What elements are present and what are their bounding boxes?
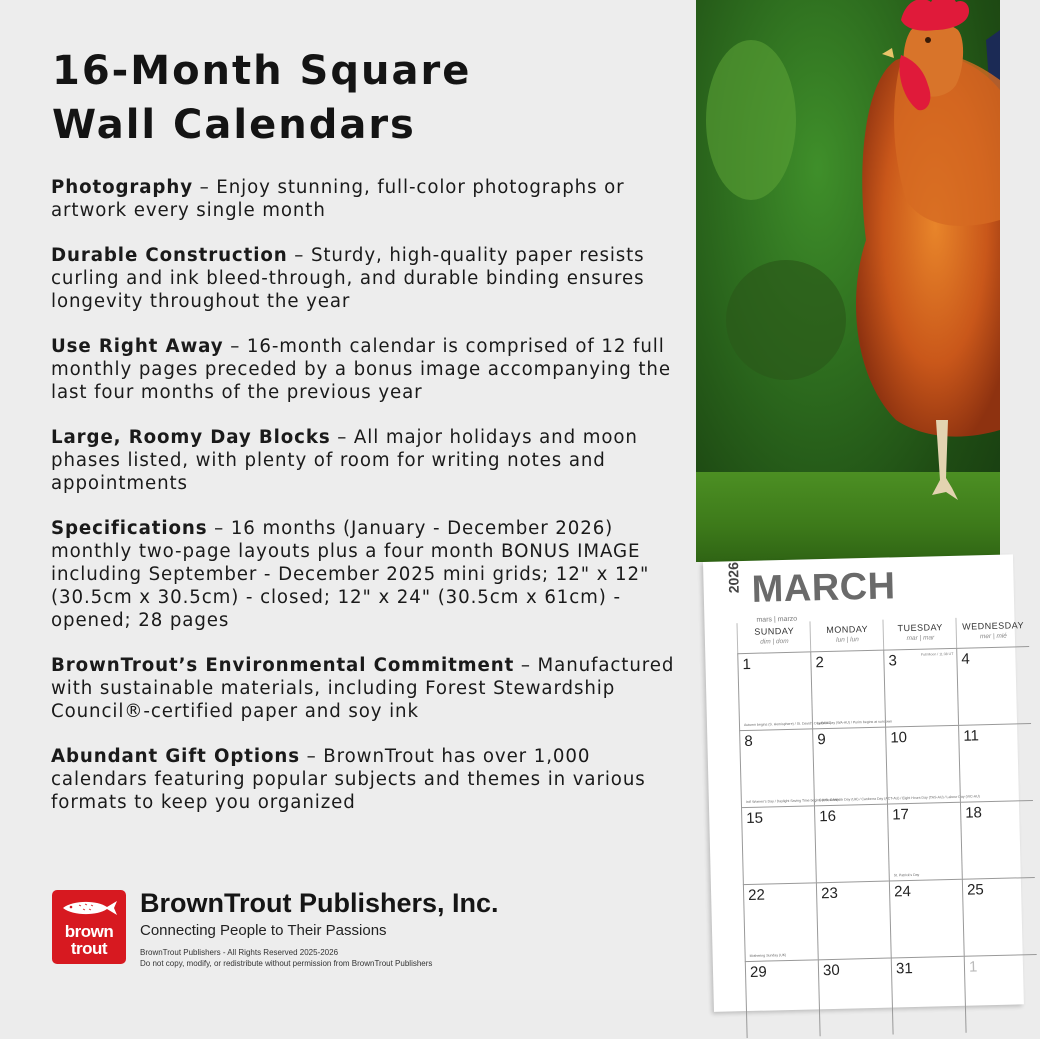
feature-text: – Manufactured with sustainable materials, including Forest Stewardship Council®-certified paper and soy ink <box>51 655 675 722</box>
weekday-name: MONDAY <box>826 623 869 636</box>
feature-specifications <box>51 517 681 632</box>
day-number: 11 <box>963 727 980 745</box>
day-number: 17 <box>892 806 910 824</box>
day-number: 15 <box>746 809 764 828</box>
feature-environmental <box>51 654 681 723</box>
legal-line-1: BrownTrout Publishers - All Rights Reserved 2025-2026 <box>140 948 339 957</box>
day-note: Mothering Sunday (UK) <box>749 952 787 958</box>
browntrout-logo <box>52 890 126 964</box>
day-cell <box>810 650 893 729</box>
day-number: 16 <box>819 807 837 826</box>
publisher-name: BrownTrout Publishers, Inc. <box>140 888 499 918</box>
day-cell <box>816 881 891 960</box>
day-number: 8 <box>744 732 753 751</box>
feature-heading: Photography <box>51 177 193 198</box>
day-cell <box>883 648 958 727</box>
day-note: Labour Day (WA-AU) / Purim begins at sundown <box>816 718 893 725</box>
weekday-tuesday <box>882 618 957 650</box>
feature-heading: BrownTrout’s Environmental Commitment <box>51 655 515 676</box>
day-cell <box>818 958 893 1037</box>
weekday-monday <box>809 620 884 652</box>
title-line-1: 16-Month Square <box>52 48 472 94</box>
feature-text: – BrownTrout has over 1,000 calendars featuring popular subjects and themes in various formats to keep you organized <box>51 746 646 813</box>
feature-heading: Large, Roomy Day Blocks <box>51 427 331 448</box>
feature-heading: Specifications <box>51 518 208 539</box>
day-cell <box>814 804 889 883</box>
day-cell <box>739 728 839 807</box>
day-note: Int'l Women's Day / Daylight Saving Time begins (US, CAN) <box>745 797 839 804</box>
calendar-month: MARCH <box>751 565 897 611</box>
day-cell <box>891 956 966 1035</box>
day-cell <box>956 646 1031 725</box>
day-number: 22 <box>747 886 766 904</box>
legal-line-2: Do not copy, modify, or redistribute without permission from BrownTrout Publishers <box>140 959 433 968</box>
rooster-photo <box>696 0 1000 562</box>
logo-text-trout: trout <box>70 939 108 958</box>
feature-text: – 16 months (January - December 2026) monthly two-page layouts plus a four month BONUS IMAGE including September - December 2025 mini grids; 12" x 12" (30.5cm x 30.5cm) - closed; 12" x 24" (30.5cm x 61cm) - opened; 28 pages <box>51 518 650 631</box>
day-cell <box>741 805 816 884</box>
feature-list <box>51 176 681 836</box>
feature-text: – Enjoy stunning, full-color photographs or artwork every single month <box>51 177 625 221</box>
day-number: 4 <box>961 650 971 668</box>
day-number: 3 <box>888 652 898 670</box>
calendar-year: 2026 <box>725 561 742 594</box>
day-number: 23 <box>820 884 839 903</box>
day-note: St. Patrick's Day <box>893 872 920 877</box>
weekday-name: WEDNESDAY <box>962 620 1025 632</box>
feature-durable-construction <box>51 244 681 313</box>
calendar-month-translations: mars | marzo <box>756 615 798 624</box>
publisher-block <box>52 888 682 988</box>
feature-text: – All major holidays and moon phases listed, with plenty of room for writing notes and appointments <box>51 427 638 494</box>
weekday-name: SUNDAY <box>754 625 795 637</box>
day-number: 2 <box>815 654 825 672</box>
day-number: 9 <box>817 731 826 749</box>
moon-phase: Full Moon / 11:38 UT <box>920 651 954 657</box>
feature-photography <box>51 176 681 222</box>
weekday-abbrev: mar | mar <box>906 634 935 643</box>
trout-icon <box>59 897 119 919</box>
calendar-grid <box>737 646 1038 1013</box>
day-number: 30 <box>822 961 840 980</box>
day-number: 1 <box>742 655 752 674</box>
day-number: 1 <box>968 958 978 976</box>
day-number: 10 <box>890 729 908 747</box>
day-cell <box>743 882 818 961</box>
day-number: 31 <box>895 960 913 978</box>
day-number: 29 <box>749 963 767 981</box>
feature-text: – 16-month calendar is comprised of 12 full monthly pages preceded by a bonus image accompanying the last four months of the previous year <box>51 336 671 403</box>
title-line-2: Wall Calendars <box>52 102 416 148</box>
legal-notice <box>140 947 432 969</box>
weekday-name: TUESDAY <box>897 622 943 634</box>
weekday-abbrev: mer | mié <box>979 632 1007 641</box>
day-number: 24 <box>893 883 912 901</box>
feature-use-right-away <box>51 335 681 404</box>
day-number: 25 <box>966 881 984 899</box>
day-cell <box>964 954 1039 1033</box>
day-cell <box>887 802 962 881</box>
feature-text: – Sturdy, high-quality paper resists curling and ink bleed-through, and durable binding ensures longevity throughout the year <box>51 245 645 312</box>
day-cell <box>885 725 960 804</box>
rooster-illustration <box>696 0 1000 562</box>
feature-day-blocks <box>51 426 681 495</box>
feature-heading: Durable Construction <box>51 245 288 266</box>
feature-heading: Abundant Gift Options <box>51 746 300 767</box>
day-cell <box>958 723 1033 802</box>
feature-gift-options <box>51 745 681 814</box>
weekday-sunday <box>737 621 812 653</box>
day-cell <box>745 959 820 1038</box>
logo-text-brown: brown <box>64 922 114 941</box>
weekday-wednesday <box>955 616 1030 648</box>
day-note: Autumn begins (S. Hemisphere) / St. David's Day (WAL) <box>743 720 832 727</box>
publisher-tagline: Connecting People to Their Passions <box>140 922 387 939</box>
feature-heading: Use Right Away <box>51 336 224 357</box>
calendar-page <box>703 554 1024 1011</box>
weekday-abbrev: lun | lun <box>836 636 859 644</box>
day-cell <box>962 877 1037 956</box>
day-cell <box>889 879 964 958</box>
day-note: Commonwealth Day (UK) / Canberra Day (ACT-AU) / Eight Hours Day (TAS-AU) / Labour Day (VIC-AU) <box>818 793 980 802</box>
day-number: 18 <box>965 804 983 822</box>
day-cell <box>960 800 1035 879</box>
page-title <box>52 44 471 152</box>
weekday-abbrev: dim | dom <box>760 637 789 646</box>
day-cell <box>737 651 832 730</box>
